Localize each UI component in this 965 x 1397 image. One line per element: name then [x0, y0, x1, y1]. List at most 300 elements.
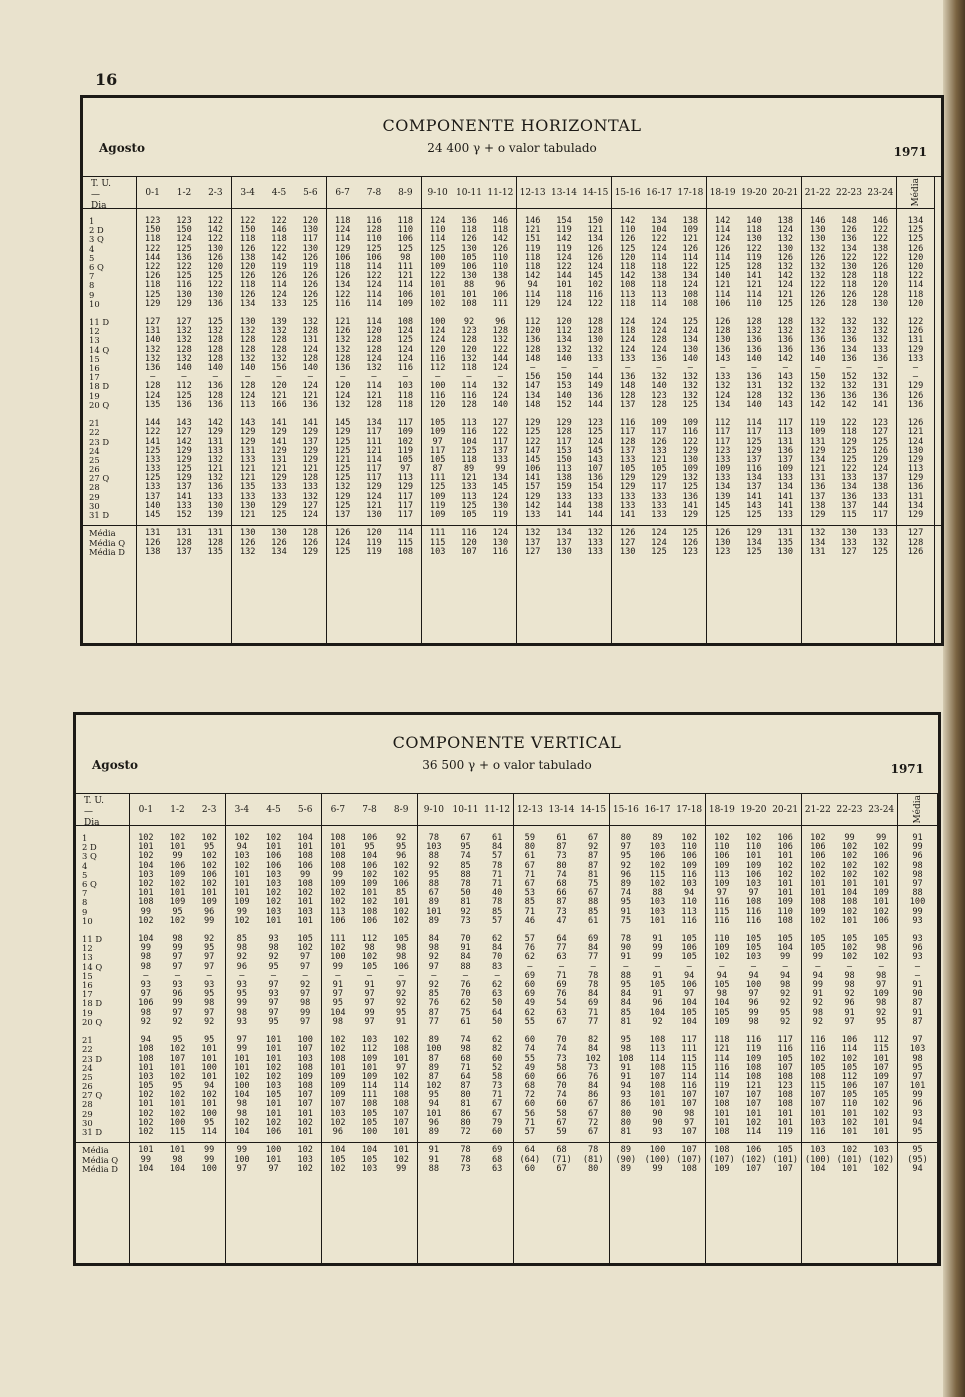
value-cell: 108 [841, 897, 858, 908]
average-cell: 127 [524, 546, 541, 557]
value-cell: 93 [236, 980, 248, 990]
value-cell: 128 [366, 335, 382, 346]
value-cell: 95 [428, 869, 440, 880]
average-cell: 100 [649, 1145, 666, 1156]
value-cell: 128 [366, 399, 382, 410]
value-cell: 143 [176, 418, 192, 429]
value-cell: 84 [460, 952, 471, 963]
value-cell: — [815, 961, 821, 972]
value-cell: 74 [556, 1090, 567, 1101]
table-row [802, 1128, 897, 1137]
value-cell: 130 [872, 298, 889, 309]
value-cell: 102 [873, 1108, 889, 1119]
day-label: 12 [82, 943, 93, 954]
value-cell: 102 [169, 878, 186, 889]
value-cell: 132 [809, 326, 826, 337]
value-cell: 126 [302, 271, 319, 282]
value-cell: 145 [714, 500, 731, 511]
hour-label: 5-6 [303, 187, 318, 198]
value-cell: 142 [176, 436, 192, 447]
day-label: 22 [89, 427, 100, 438]
value-cell: 124 [907, 436, 924, 447]
value-cell: 105 [841, 1062, 858, 1073]
value-cell: 129 [619, 473, 636, 484]
value-cell: 94 [204, 1081, 215, 1092]
value-cell: 109 [330, 878, 346, 889]
value-cell: 88 [428, 851, 440, 862]
day-label: 12 [89, 326, 100, 337]
value-cell: 133 [872, 491, 889, 502]
value-cell: — [686, 961, 692, 972]
value-cell: 103 [265, 906, 282, 917]
value-cell: 114 [366, 381, 382, 392]
value-cell: 106 [524, 464, 541, 475]
value-cell: 57 [524, 934, 536, 945]
value-cell: 95 [620, 980, 632, 990]
average-cell: (81) [582, 1154, 604, 1165]
value-cell: 122 [144, 427, 161, 438]
media-column [897, 177, 935, 643]
value-cell: 102 [393, 915, 409, 926]
hour-label: 0-1 [145, 187, 160, 198]
value-cell: 125 [682, 482, 699, 493]
value-cell: 121 [239, 464, 256, 475]
average-cell: 133 [841, 537, 857, 548]
value-cell: 117 [397, 500, 414, 511]
value-cell: 118 [397, 390, 414, 401]
average-cell: 130 [777, 546, 794, 557]
value-cell: 100 [297, 1035, 313, 1046]
value-cell: 121 [366, 445, 382, 456]
value-cell: 104 [649, 1007, 666, 1018]
day-row [76, 1128, 129, 1137]
value-cell: 105 [397, 454, 414, 465]
value-cell: 117 [651, 482, 667, 493]
average-cell: 131 [176, 528, 192, 539]
value-cell: 129 [746, 445, 762, 456]
value-cell: 62 [492, 934, 503, 945]
value-cell: 100 [745, 980, 762, 990]
value-cell: 134 [556, 335, 572, 346]
value-cell: 87 [432, 464, 443, 475]
value-cell: 91 [620, 906, 632, 917]
value-cell: 114 [271, 280, 287, 291]
average-cell: 104 [138, 1163, 154, 1174]
value-cell: 101 [297, 897, 313, 908]
value-cell: 128 [587, 326, 604, 337]
value-cell: 111 [330, 934, 346, 945]
value-cell: 125 [366, 243, 382, 254]
dia-label: Dia [91, 201, 107, 211]
value-cell: 129 [907, 344, 924, 355]
value-cell: 62 [460, 998, 471, 1009]
value-cell: 101 [297, 915, 313, 926]
value-cell: 122 [207, 216, 224, 226]
value-cell: — [494, 970, 500, 981]
value-cell: 122 [429, 271, 446, 282]
value-cell: 70 [460, 989, 471, 1000]
value-cell: 104 [361, 851, 378, 862]
value-cell: 134 [651, 216, 667, 226]
value-cell: 101 [777, 888, 793, 899]
value-cell: — [206, 970, 212, 981]
table-row [514, 917, 609, 926]
value-cell: 140 [492, 399, 509, 410]
value-cell: 143 [777, 399, 794, 410]
average-cell: 127 [619, 537, 636, 548]
value-cell: 138 [651, 271, 667, 282]
value-cell: 91 [460, 943, 471, 954]
value-cell: 97 [268, 998, 279, 1009]
average-row [327, 548, 421, 557]
value-cell: 122 [841, 418, 857, 429]
value-cell: 92 [780, 989, 791, 1000]
value-cell: 122 [809, 280, 826, 291]
value-cell: 102 [330, 1035, 346, 1046]
value-cell: 110 [619, 225, 636, 236]
value-cell: 126 [334, 326, 351, 337]
value-cell: 125 [334, 473, 351, 484]
average-cell: 115 [397, 537, 414, 548]
value-cell: 73 [556, 1053, 567, 1064]
value-cell: 101 [649, 1099, 666, 1110]
hour-values [802, 217, 896, 643]
value-cell: 147 [524, 381, 541, 392]
average-cell: 130 [271, 528, 287, 539]
average-cell: 68 [556, 1145, 567, 1156]
value-cell: 110 [492, 261, 509, 272]
value-cell: 101 [426, 906, 442, 917]
value-cell: 125 [334, 464, 351, 475]
value-cell: 91 [912, 1007, 923, 1018]
value-cell: — [590, 961, 596, 972]
value-cell: 47 [556, 915, 567, 926]
average-cell: 103 [297, 1154, 313, 1165]
value-cell: 130 [809, 225, 826, 236]
value-cell: 108 [297, 1062, 313, 1073]
table-row [137, 511, 231, 520]
value-cell: 130 [777, 243, 794, 254]
value-cell: 95 [172, 1081, 183, 1092]
value-cell: 102 [138, 1090, 154, 1101]
value-cell: 91 [652, 989, 663, 1000]
value-cell: 60 [524, 1099, 536, 1110]
value-cell: 126 [587, 252, 604, 263]
averages-divider [83, 525, 941, 526]
value-cell: 95 [780, 1007, 791, 1018]
hour-values [706, 834, 801, 1263]
average-cell: 101 [393, 1145, 409, 1156]
value-cell: 127 [144, 317, 161, 328]
value-cell: — [687, 363, 693, 373]
value-cell: 124 [714, 390, 731, 401]
value-cell: 98 [912, 1053, 923, 1064]
hour-values [137, 217, 231, 643]
value-cell: 74 [460, 851, 471, 862]
average-cell: 69 [492, 1145, 503, 1156]
value-cell: 125 [777, 298, 794, 309]
value-cell: 125 [397, 243, 414, 254]
value-cell: 63 [492, 989, 503, 1000]
hour-values [802, 834, 897, 1263]
value-cell: 129 [841, 436, 857, 447]
table-row [802, 1018, 897, 1027]
hour-header [707, 177, 801, 209]
average-cell: 97 [268, 1163, 279, 1174]
value-cell: 102 [429, 298, 446, 309]
average-row [610, 1165, 705, 1174]
value-cell: 124 [176, 234, 192, 245]
media-values [898, 834, 937, 1263]
average-cell: 108 [714, 1145, 730, 1156]
value-cell: 122 [239, 216, 256, 226]
value-cell: 105 [745, 934, 762, 945]
value-cell: 116 [810, 1127, 826, 1137]
value-cell: — [239, 970, 245, 981]
value-cell: 101 [201, 1044, 217, 1055]
value-cell: 136 [872, 353, 889, 364]
value-cell: 109 [714, 860, 730, 871]
value-cell: 102 [234, 1117, 250, 1128]
average-cell: 130 [714, 537, 731, 548]
value-cell: 99 [748, 1007, 759, 1018]
value-cell: 136 [777, 335, 794, 346]
value-cell: 101 [265, 915, 282, 926]
value-cell: — [654, 961, 661, 972]
value-cell: 118 [461, 363, 477, 373]
value-cell: 107 [873, 1062, 889, 1073]
value-cell: 102 [777, 869, 793, 880]
value-cell: 97 [748, 989, 759, 1000]
value-cell: 102 [297, 888, 313, 899]
value-cell: 114 [714, 289, 731, 300]
page-number: 16 [95, 70, 118, 89]
value-cell: 123 [176, 216, 192, 226]
value-cell: 71 [492, 878, 503, 889]
average-cell: 104 [810, 1163, 826, 1174]
value-cell: 133 [872, 344, 889, 355]
value-cell: 122 [587, 298, 604, 309]
average-cell: 125 [872, 546, 889, 557]
value-cell: 92 [428, 952, 440, 963]
value-cell: 136 [809, 344, 826, 355]
value-cell: 103 [138, 1071, 154, 1082]
value-cell: 82 [492, 1044, 503, 1055]
value-cell: 109 [682, 464, 699, 475]
value-cell: — [276, 372, 282, 383]
value-cell: 88 [620, 970, 632, 981]
value-cell: 62 [524, 1007, 536, 1018]
value-cell: 108 [649, 1035, 666, 1046]
value-cell: 102 [201, 1090, 217, 1101]
value-cell: 124 [651, 326, 667, 337]
value-cell: 85 [620, 1007, 632, 1018]
value-cell: 103 [649, 906, 666, 917]
value-cell: 98 [364, 943, 375, 954]
average-cell: 131 [144, 528, 161, 539]
media-label: Média [910, 178, 921, 207]
value-cell: 125 [271, 510, 287, 520]
value-cell: 144 [587, 399, 604, 410]
value-cell: 97 [204, 961, 215, 972]
value-cell: 113 [556, 464, 572, 475]
value-cell: 86 [620, 1099, 632, 1110]
value-cell: 96 [428, 1117, 440, 1128]
value-cell: 118 [841, 280, 857, 291]
value-cell: 147 [524, 445, 541, 456]
value-cell: 93 [268, 989, 279, 1000]
value-cell: 132 [872, 326, 889, 337]
value-cell: 95 [620, 1035, 632, 1046]
value-cell: 109 [361, 878, 378, 889]
value-cell: 109 [330, 1090, 346, 1101]
value-cell: 97 [432, 436, 443, 447]
value-cell: 111 [681, 1044, 697, 1055]
value-cell: 77 [588, 952, 599, 963]
value-cell: 107 [810, 1090, 826, 1101]
value-cell: 125 [207, 271, 224, 282]
average-cell: 102 [841, 1145, 858, 1156]
value-cell: 126 [714, 317, 731, 328]
average-cell: 129 [302, 546, 319, 557]
value-cell: — [625, 363, 631, 373]
value-cell: 109 [777, 897, 793, 908]
average-cell: 99 [236, 1145, 248, 1156]
average-label: Média D [89, 546, 125, 557]
value-cell: 128 [746, 261, 762, 272]
value-cell: 132 [492, 381, 509, 392]
value-cell: 146 [271, 225, 287, 236]
value-cell: 102 [138, 915, 154, 926]
value-cell: — [402, 372, 408, 383]
value-cell: — [466, 372, 472, 383]
value-cell: 132 [302, 491, 319, 502]
value-cell: 101 [777, 878, 793, 889]
value-cell: 88 [463, 280, 475, 291]
value-cell: 102 [810, 1053, 826, 1064]
value-cell: 74 [460, 1035, 471, 1046]
value-cell: 132 [777, 234, 794, 245]
value-cell: 124 [619, 335, 636, 346]
value-cell: 87 [588, 851, 599, 862]
table-row [418, 917, 513, 926]
day-label: 4 [82, 860, 88, 871]
value-cell: 108 [393, 1099, 409, 1110]
value-cell: 102 [201, 833, 217, 843]
average-cell: 119 [366, 537, 382, 548]
day-label: 5 [82, 869, 88, 880]
value-cell: 101 [169, 1062, 186, 1073]
value-cell: 131 [302, 335, 319, 346]
hour-label: 11-12 [484, 804, 511, 815]
value-cell: 91 [364, 980, 375, 990]
hour-header [418, 794, 513, 826]
value-cell: 141 [556, 510, 572, 520]
value-cell: 94 [236, 842, 248, 853]
value-cell: 126 [907, 390, 924, 401]
value-cell: 126 [302, 252, 319, 263]
table-row [226, 917, 321, 926]
value-cell: 102 [681, 833, 697, 843]
value-cell: 95 [364, 842, 375, 853]
table-row [418, 1128, 513, 1137]
value-cell: 102 [330, 897, 346, 908]
value-cell: 56 [524, 1108, 536, 1119]
value-cell: 107 [587, 464, 604, 475]
value-cell: 119 [302, 261, 319, 272]
average-cell: 129 [746, 528, 762, 539]
value-cell: 137 [176, 482, 192, 493]
table-row [418, 1018, 513, 1027]
value-cell: 95 [204, 1035, 215, 1046]
value-cell: 141 [746, 271, 762, 282]
value-cell: 117 [556, 436, 572, 447]
value-cell: 101 [393, 1053, 409, 1064]
value-cell: 101 [873, 897, 889, 908]
value-cell: 120 [366, 326, 382, 337]
value-cell: 133 [651, 510, 667, 520]
value-cell: 101 [429, 289, 446, 300]
table-row [422, 300, 516, 309]
value-cell: 89 [428, 915, 440, 926]
value-cell: 142 [841, 399, 857, 410]
value-cell: 132 [239, 353, 256, 364]
value-cell: 126 [841, 225, 857, 236]
value-cell: 84 [492, 943, 503, 954]
value-cell: 106 [393, 961, 409, 972]
average-row [612, 548, 706, 557]
value-cell: 136 [777, 445, 794, 456]
day-label: 21 [82, 1035, 93, 1046]
value-cell: 115 [169, 1127, 186, 1137]
value-cell: 142 [619, 216, 636, 226]
value-cell: 126 [492, 243, 509, 254]
hour-label: 20-21 [772, 187, 799, 198]
data-grid [83, 176, 941, 643]
day-label: 24 [82, 1062, 93, 1073]
day-row [76, 917, 129, 926]
value-cell: 74 [556, 869, 567, 880]
hour-label: 13-14 [548, 804, 575, 815]
hour-label: 22-23 [836, 187, 862, 198]
average-cell: (100) [644, 1154, 671, 1165]
value-cell: 92 [780, 1016, 791, 1027]
value-cell: 152 [556, 399, 572, 410]
value-cell: 145 [587, 271, 604, 282]
value-cell: 98 [396, 943, 407, 954]
value-cell: 91 [912, 980, 923, 990]
hour-label: 3-4 [240, 187, 255, 198]
value-cell: 104 [777, 943, 793, 954]
value-cell: 61 [588, 915, 599, 926]
month-label: Agosto [99, 141, 146, 155]
value-cell: — [398, 970, 404, 981]
value-cell: 108 [682, 289, 699, 300]
value-cell: 70 [492, 952, 503, 963]
hour-label: 1-2 [176, 187, 192, 198]
value-cell: 84 [620, 989, 632, 1000]
value-cell: 136 [176, 399, 192, 410]
table-row [897, 401, 934, 410]
value-cell: 97 [140, 989, 152, 1000]
average-cell: 78 [460, 1145, 471, 1156]
value-cell: 136 [746, 372, 762, 383]
table-row [898, 917, 937, 926]
value-cell: 130 [841, 261, 857, 272]
value-cell: 114 [651, 298, 667, 309]
value-cell: 98 [140, 961, 152, 972]
value-cell: 101 [138, 1099, 154, 1110]
